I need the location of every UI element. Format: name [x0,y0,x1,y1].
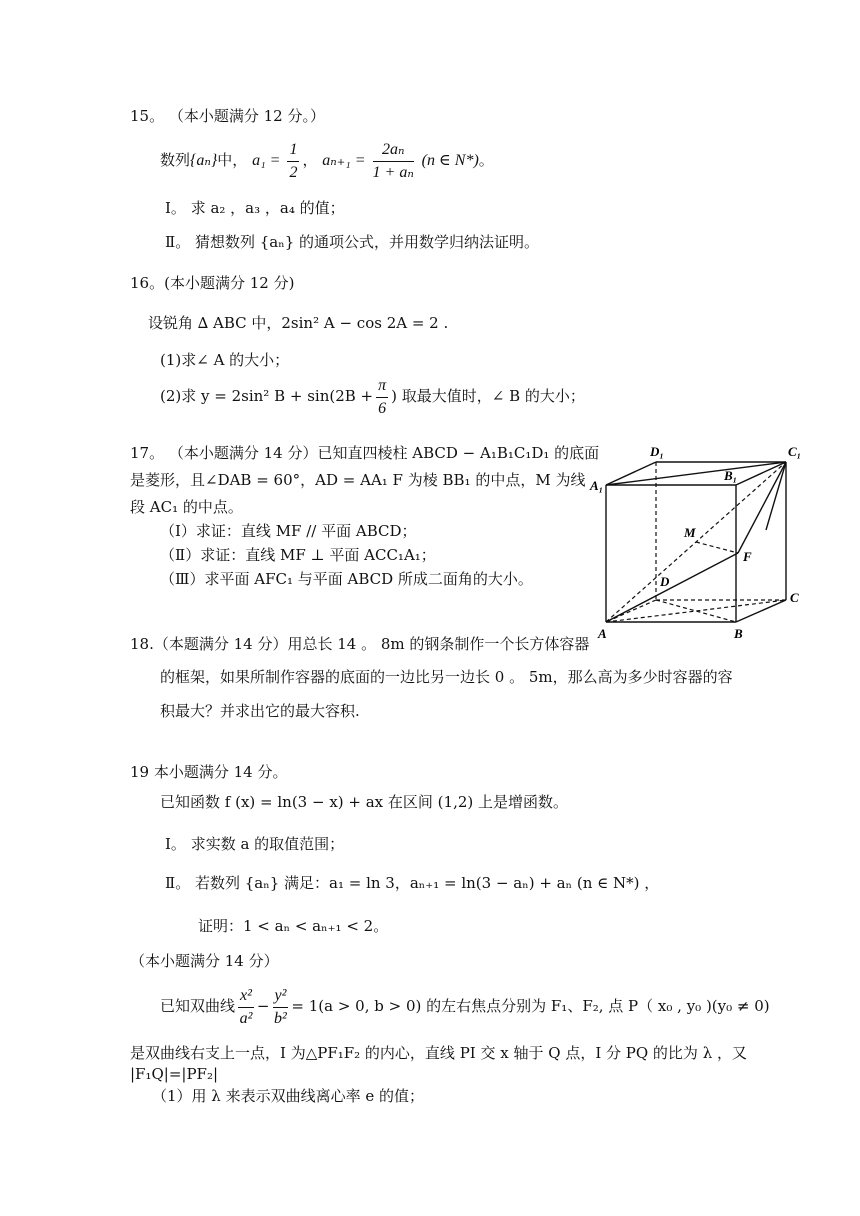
label-b1: B₁ [724,468,738,483]
q15-an1-cond: (n ∈ N*) [421,152,479,169]
q20-y-fraction [273,985,289,1030]
prism-figure [588,440,808,645]
label-d: D [660,574,670,589]
q16-header: 16。(本小题满分 12 分) [130,274,295,292]
q18-line3: 积最大？并求出它的最大容积. [160,702,360,720]
q20-x-den: a² [239,1009,253,1027]
q16-pi-fraction [376,375,388,420]
q15-stem [160,138,494,184]
q15-an1-lhs: aₙ₊₁ = [322,152,370,169]
q15-header: 15。 （本小题满分 12 分。） [130,107,325,125]
q15-stem-end: 。 [478,151,494,169]
q19-part2: Ⅱ。 若数列 {aₙ} 满足：a₁ = ln 3，aₙ₊₁ = ln(3 − aₙ) + aₙ (n ∈ N*) ， [165,874,660,892]
q20-x-fraction [238,985,254,1030]
label-c: C [790,590,799,605]
q20-line3: |F₁Q|=|PF₂| [130,1065,219,1083]
q15-part1: Ⅰ。 求 a₂ ，a₃ ，a₄ 的值； [165,199,345,217]
label-a: A [598,626,607,641]
q17-line3: 段 AC₁ 的中点。 [130,498,243,516]
q15-stem-mid: 中， [217,151,248,169]
q15-part2: Ⅱ。 猜想数列 {aₙ} 的通项公式，并用数学归纳法证明。 [165,233,540,251]
q20-part1: （1）用 λ 来表示双曲线离心率 e 的值； [152,1087,425,1105]
q19-stem: 已知函数 f (x) = ln(3 − x) + ax 在区间 (1,2) 上是增函数。 [160,793,568,811]
q20-y-num: y² [273,985,289,1008]
label-m: M [684,525,696,540]
q15-stem-prefix: 数列 [160,151,191,169]
q16-pi-num: π [376,375,388,398]
q15-an1-den: 1 + aₙ [372,163,414,181]
q18-line1: 18.（本题满分 14 分）用总长 14 。 8m 的钢条制作一个长方体容器 [130,635,590,653]
q15-a1-lhs: a₁ = [252,152,285,169]
q20-stem-prefix: 已知双曲线 [160,997,236,1015]
q15-a1-fraction [287,139,299,184]
label-a1: A₁ [590,478,604,493]
q15-an1-num: 2aₙ [373,139,414,162]
q15-a1-den: 2 [289,163,298,181]
q18-line2: 的框架，如果所制作容器的底面的一边比另一边长 0 。 5m，那么高为多少时容器的容 [160,668,733,686]
q19-part1: Ⅰ。 求实数 a 的取值范围； [165,835,345,853]
q20-header: （本小题满分 14 分） [130,952,279,970]
q20-y-den: b² [274,1009,287,1027]
q19-proof: 证明：1 < aₙ < aₙ₊₁ < 2。 [198,917,389,935]
q17-part1: （Ⅰ）求证：直线 MF // 平面 ABCD； [160,522,417,540]
q16-part2 [160,374,585,420]
q20-stem-suffix: = 1(a > 0, b > 0) 的左右焦点分别为 F₁、F₂, 点 P（ x₀ , y₀ )(y₀ ≠ 0) [291,997,770,1015]
q20-stem [160,982,770,1030]
label-f: F [743,549,752,564]
q16-part2-suffix: ) 取最大值时，∠ B 的大小； [391,387,585,405]
q15-seq: {aₙ} [190,152,218,169]
q15-an1-fraction [373,139,414,184]
q16-pi-den: 6 [378,399,387,417]
q15-a1-num: 1 [287,139,299,162]
q20-minus: − [256,997,270,1015]
q16-part2-prefix: (2)求 y = 2sin² B + sin(2B + [160,387,374,405]
label-d1: D₁ [650,444,664,459]
q16-stem: 设锐角 ∆ ABC 中，2sin² A − cos 2A = 2 . [148,314,449,332]
q15-sep: ， [302,151,318,169]
label-c1: C₁ [788,444,802,459]
q20-x-num: x² [238,985,254,1008]
label-b: B [734,626,743,641]
q17-line1: 17。 （本小题满分 14 分）已知直四棱柱 ABCD − A₁B₁C₁D₁ 的底面 [130,444,600,462]
q17-part3: （Ⅲ）求平面 AFC₁ 与平面 ABCD 所成二面角的大小。 [160,570,533,588]
q17-part2: （Ⅱ）求证：直线 MF ⊥ 平面 ACC₁A₁； [160,546,436,564]
q17-line2: 是菱形，且∠DAB = 60°，AD = AA₁ F 为棱 BB₁ 的中点，M 为线 [130,471,586,489]
q19-header: 19 本小题满分 14 分。 [130,763,288,781]
q20-line2: 是双曲线右支上一点，I 为△PF₁F₂ 的内心，直线 PI 交 x 轴于 Q 点，I 分 PQ 的比为 λ ，又 [130,1044,747,1062]
q16-part1: (1)求∠ A 的大小； [160,351,290,369]
